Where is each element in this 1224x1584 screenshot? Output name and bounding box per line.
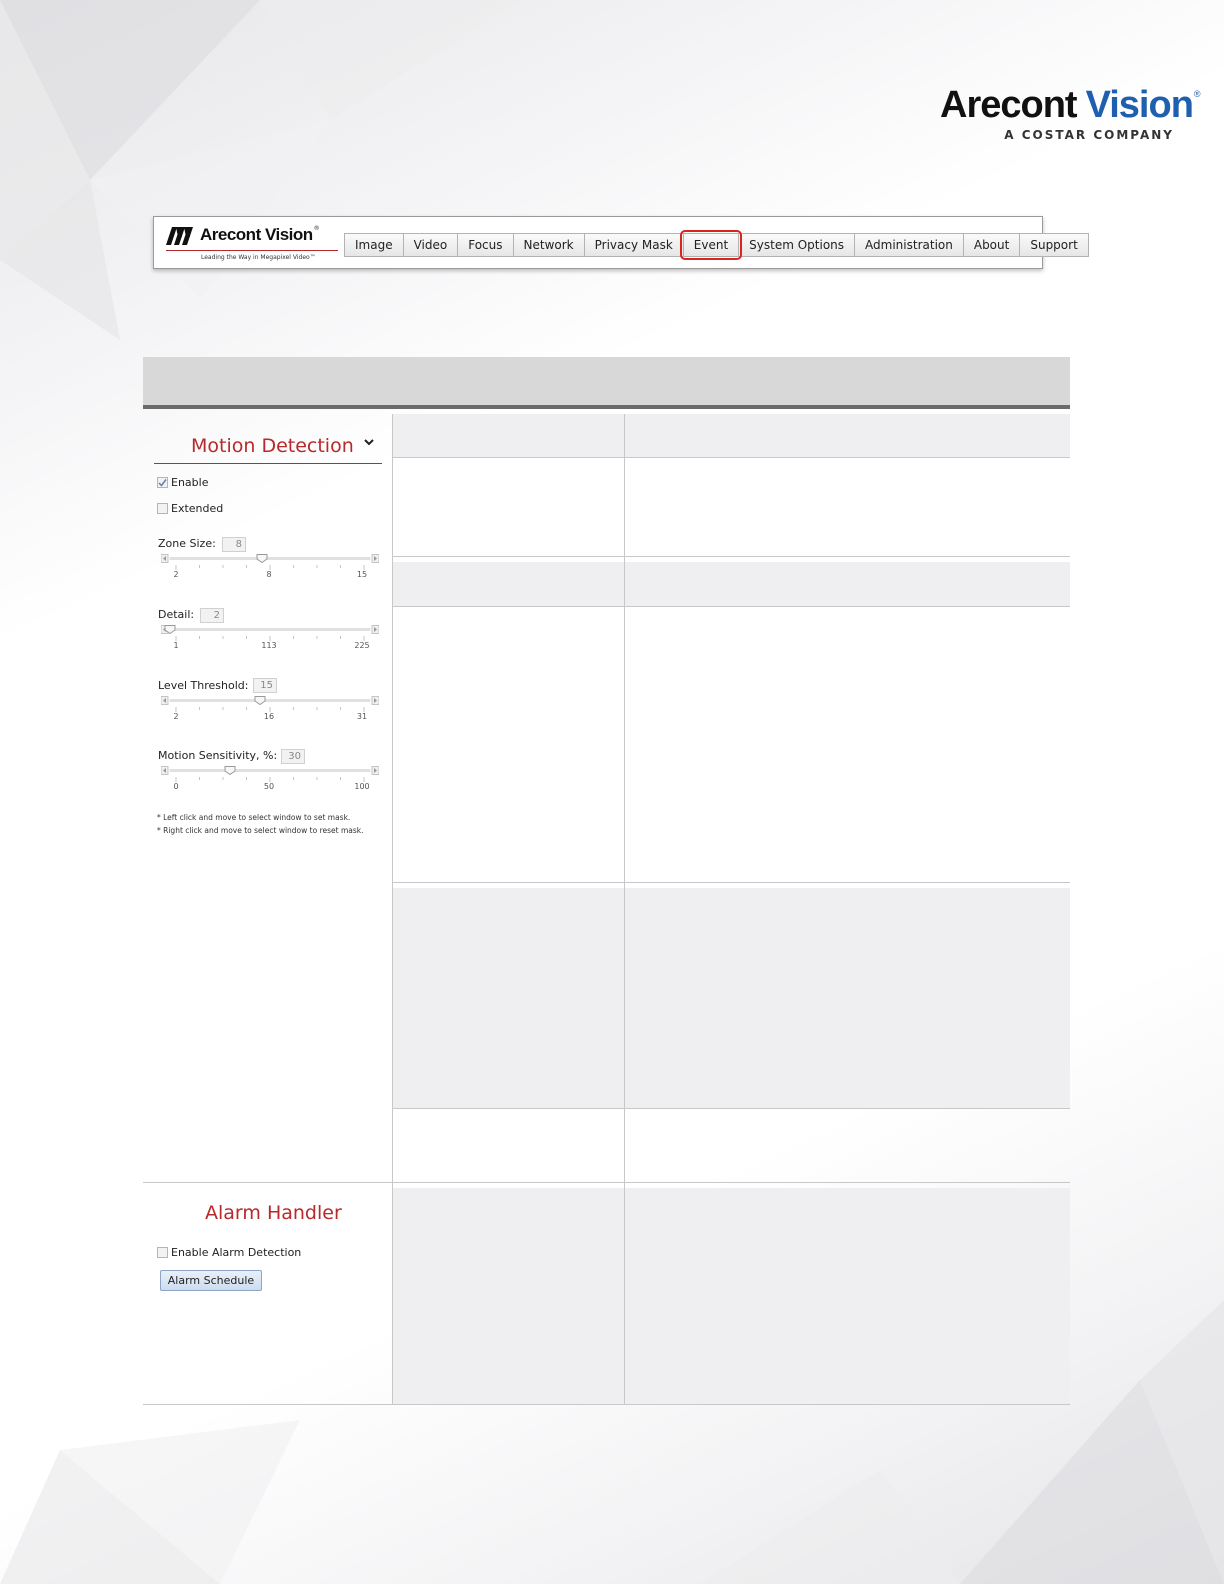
grid-hline-1 — [393, 457, 1070, 458]
level-threshold-max: 31 — [356, 712, 368, 721]
brand-name-part2: Vision — [1085, 84, 1193, 126]
alarm-schedule-button[interactable]: Alarm Schedule — [160, 1270, 262, 1291]
detail-max: 225 — [354, 641, 370, 650]
note-left-click: * Left click and move to select window to set mask. — [157, 813, 351, 822]
motion-detection-title: Motion Detection — [191, 435, 354, 457]
nav-logo-text: Arecont Vision — [200, 225, 313, 244]
nav-logo-tagline: Leading the Way in Megapixel Video™ — [201, 254, 316, 261]
level-threshold-min: 2 — [173, 712, 179, 721]
slider-thumb[interactable] — [225, 767, 235, 775]
motion-sensitivity-label: Motion Sensitivity, %: — [158, 749, 278, 762]
zone-size-value[interactable]: 8 — [222, 537, 246, 552]
level-threshold-mid: 16 — [263, 712, 275, 721]
nav-tabs — [345, 233, 1089, 257]
detail-slider[interactable] — [161, 625, 379, 634]
enable-alarm-label: Enable Alarm Detection — [171, 1246, 302, 1259]
tab-support[interactable]: Support — [1019, 233, 1088, 257]
detail-value[interactable]: 2 — [200, 608, 224, 623]
grid-hline-6 — [143, 1182, 1070, 1183]
row-shade-4 — [393, 1188, 1070, 1404]
level-threshold-value[interactable]: 15 — [253, 678, 277, 693]
slider-thumb[interactable] — [255, 697, 265, 705]
table-header-band — [143, 357, 1070, 409]
tab-about[interactable]: About — [963, 233, 1020, 257]
row-shade-1 — [393, 414, 1070, 458]
grid-vline-2 — [624, 414, 625, 1404]
registered-mark: ® — [1193, 89, 1201, 99]
detail-mid: 113 — [261, 641, 277, 650]
motion-sensitivity-mid: 50 — [263, 782, 275, 791]
tab-privacy-mask[interactable]: Privacy Mask — [584, 233, 684, 257]
tab-system-options[interactable]: System Options — [738, 233, 855, 257]
extended-label: Extended — [171, 502, 224, 515]
tab-image[interactable]: Image — [344, 233, 404, 257]
enable-checkbox[interactable] — [157, 477, 168, 488]
motion-sensitivity-slider[interactable] — [161, 766, 379, 775]
grid-vline-1 — [392, 414, 393, 1404]
zone-size-max: 15 — [356, 570, 368, 579]
grid-hline-5 — [393, 1108, 1070, 1109]
nav-logo-rule — [166, 250, 338, 251]
tab-network[interactable]: Network — [513, 233, 585, 257]
grid-hline-3 — [393, 606, 1070, 607]
grid-hline-7 — [143, 1404, 1070, 1405]
slider-thumb[interactable] — [257, 555, 267, 563]
tab-focus[interactable]: Focus — [457, 233, 513, 257]
tab-event[interactable]: Event — [683, 233, 739, 257]
zone-size-mid: 8 — [266, 570, 272, 579]
camera-nav-bar — [153, 216, 1078, 269]
nav-logo — [166, 225, 341, 263]
arecont-vision-logo — [940, 84, 1201, 146]
detail-label: Detail: — [158, 608, 195, 621]
row-shade-2 — [393, 562, 1070, 606]
level-threshold-slider[interactable] — [161, 696, 379, 705]
motion-detection-divider — [154, 463, 382, 464]
tab-administration[interactable]: Administration — [854, 233, 964, 257]
extended-checkbox[interactable] — [157, 503, 168, 514]
enable-label: Enable — [171, 476, 209, 489]
zone-size-label: Zone Size: — [158, 537, 216, 550]
note-right-click: * Right click and move to select window to reset mask. — [157, 826, 364, 835]
extended-row[interactable] — [157, 502, 223, 515]
brand-subtitle: A COSTAR COMPANY — [1004, 128, 1174, 142]
motion-sensitivity-min: 0 — [173, 782, 179, 791]
motion-sensitivity-value[interactable]: 30 — [281, 749, 305, 764]
detail-min: 1 — [173, 641, 179, 650]
level-threshold-label: Level Threshold: — [158, 679, 249, 692]
checkmark-icon — [158, 478, 167, 487]
chevron-down-icon[interactable] — [363, 436, 375, 448]
tab-video[interactable]: Video — [403, 233, 459, 257]
row-shade-3 — [393, 888, 1070, 1108]
brand-name-part1: Arecont — [940, 84, 1077, 126]
alarm-handler-title: Alarm Handler — [205, 1202, 342, 1224]
zone-size-min: 2 — [173, 570, 179, 579]
grid-hline-2 — [393, 556, 1070, 557]
zone-size-slider[interactable] — [161, 554, 379, 563]
enable-motion-row[interactable] — [157, 476, 208, 489]
nav-logo-mark: ® — [313, 225, 320, 232]
motion-sensitivity-max: 100 — [354, 782, 370, 791]
enable-alarm-checkbox[interactable] — [157, 1247, 168, 1258]
enable-alarm-row[interactable] — [157, 1246, 301, 1259]
arecont-logo-icon — [166, 225, 198, 245]
grid-hline-4 — [393, 882, 1070, 883]
